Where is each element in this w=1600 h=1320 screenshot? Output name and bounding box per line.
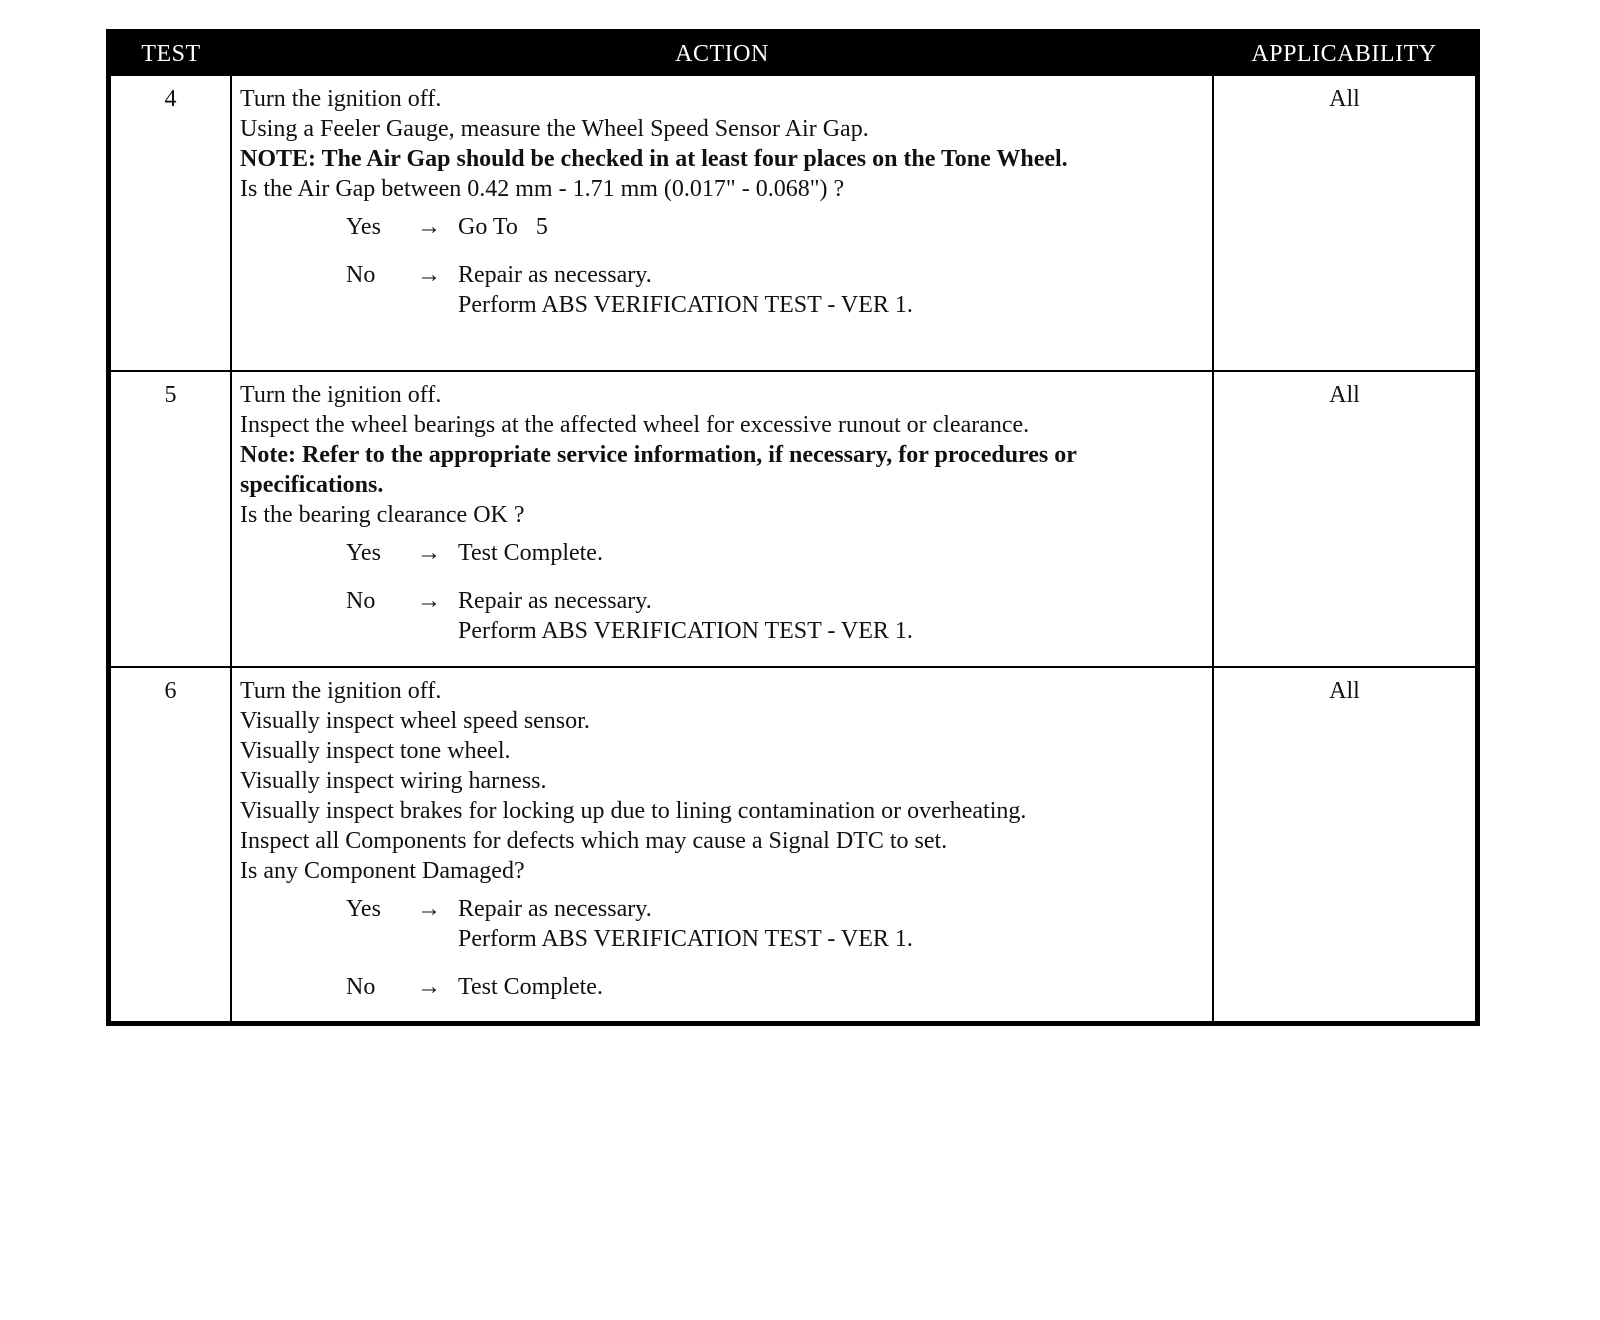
answers xyxy=(240,538,1204,646)
action-note: NOTE: The Air Gap should be checked in at least four places on the Tone Wheel. xyxy=(240,146,1068,172)
answers xyxy=(240,212,1204,320)
table-row xyxy=(109,371,1478,667)
action-line: Turn the ignition off. xyxy=(240,382,442,408)
test-number: 5 xyxy=(109,371,232,667)
action-line: Visually inspect tone wheel. xyxy=(240,738,511,764)
answer-label: No xyxy=(346,262,376,288)
table-row xyxy=(109,667,1478,1023)
action-question: Is any Component Damaged? xyxy=(240,858,525,884)
answer-text-line: Repair as necessary. xyxy=(458,588,652,614)
answer-text xyxy=(458,260,1204,320)
answer-label: No xyxy=(346,588,376,614)
diagnostic-test-table xyxy=(106,29,1480,1026)
header-action: ACTION xyxy=(231,32,1213,76)
action-line: Turn the ignition off. xyxy=(240,678,442,704)
answer-text xyxy=(458,972,1204,1002)
test-number: 4 xyxy=(109,75,232,371)
test-number: 6 xyxy=(109,667,232,1023)
applicability-value: All xyxy=(1213,371,1478,667)
action-question: Is the bearing clearance OK ? xyxy=(240,502,525,528)
answer-text-line: Repair as necessary. xyxy=(458,896,652,922)
action-line: Turn the ignition off. xyxy=(240,86,442,112)
action-cell xyxy=(231,75,1213,371)
answer-text-line: Test Complete. xyxy=(458,974,603,1000)
answer-label: No xyxy=(346,974,376,1000)
answers xyxy=(240,894,1204,1002)
header-applicability: APPLICABILITY xyxy=(1213,32,1478,76)
answer-text xyxy=(458,538,1204,568)
action-line: Inspect the wheel bearings at the affected wheel for excessive runout or clearance. xyxy=(240,412,1030,438)
action-line: Visually inspect wheel speed sensor. xyxy=(240,708,590,734)
arrow-icon: → xyxy=(417,262,441,288)
action-line: Inspect all Components for defects which may cause a Signal DTC to set. xyxy=(240,828,948,854)
action-line: Visually inspect wiring harness. xyxy=(240,768,547,794)
answer-text-line: Perform ABS VERIFICATION TEST - VER 1. xyxy=(458,926,913,952)
action-line: Visually inspect brakes for locking up due to lining contamination or overheating. xyxy=(240,798,1027,824)
answer-text xyxy=(458,586,1204,646)
applicability-value: All xyxy=(1213,667,1478,1023)
answer-label: Yes xyxy=(346,896,381,922)
answer-label: Yes xyxy=(346,214,381,240)
answer-no xyxy=(346,260,1204,320)
answer-yes xyxy=(346,894,1204,954)
arrow-icon: → xyxy=(417,896,441,922)
applicability-value: All xyxy=(1213,75,1478,371)
header-test: TEST xyxy=(109,32,232,76)
answer-text-line: Repair as necessary. xyxy=(458,262,652,288)
answer-text-line: Perform ABS VERIFICATION TEST - VER 1. xyxy=(458,292,913,318)
answer-no xyxy=(346,972,1204,1002)
answer-no xyxy=(346,586,1204,646)
answer-label: Yes xyxy=(346,540,381,566)
arrow-icon: → xyxy=(417,540,441,566)
table-row xyxy=(109,75,1478,371)
action-cell xyxy=(231,371,1213,667)
answer-text xyxy=(458,212,1204,242)
answer-text-line: Perform ABS VERIFICATION TEST - VER 1. xyxy=(458,618,913,644)
action-note: Note: Refer to the appropriate service information, if necessary, for procedures or specifications. xyxy=(240,442,1077,498)
action-question: Is the Air Gap between 0.42 mm - 1.71 mm (0.017" - 0.068") ? xyxy=(240,176,845,202)
answer-text-line: Test Complete. xyxy=(458,540,603,566)
answer-text xyxy=(458,894,1204,954)
answer-yes xyxy=(346,212,1204,242)
action-line: Using a Feeler Gauge, measure the Wheel Speed Sensor Air Gap. xyxy=(240,116,869,142)
answer-yes xyxy=(346,538,1204,568)
arrow-icon: → xyxy=(417,588,441,614)
header-row xyxy=(109,32,1478,76)
action-cell xyxy=(231,667,1213,1023)
arrow-icon: → xyxy=(417,974,441,1000)
arrow-icon: → xyxy=(417,214,441,240)
answer-text-line: Go To 5 xyxy=(458,214,548,240)
